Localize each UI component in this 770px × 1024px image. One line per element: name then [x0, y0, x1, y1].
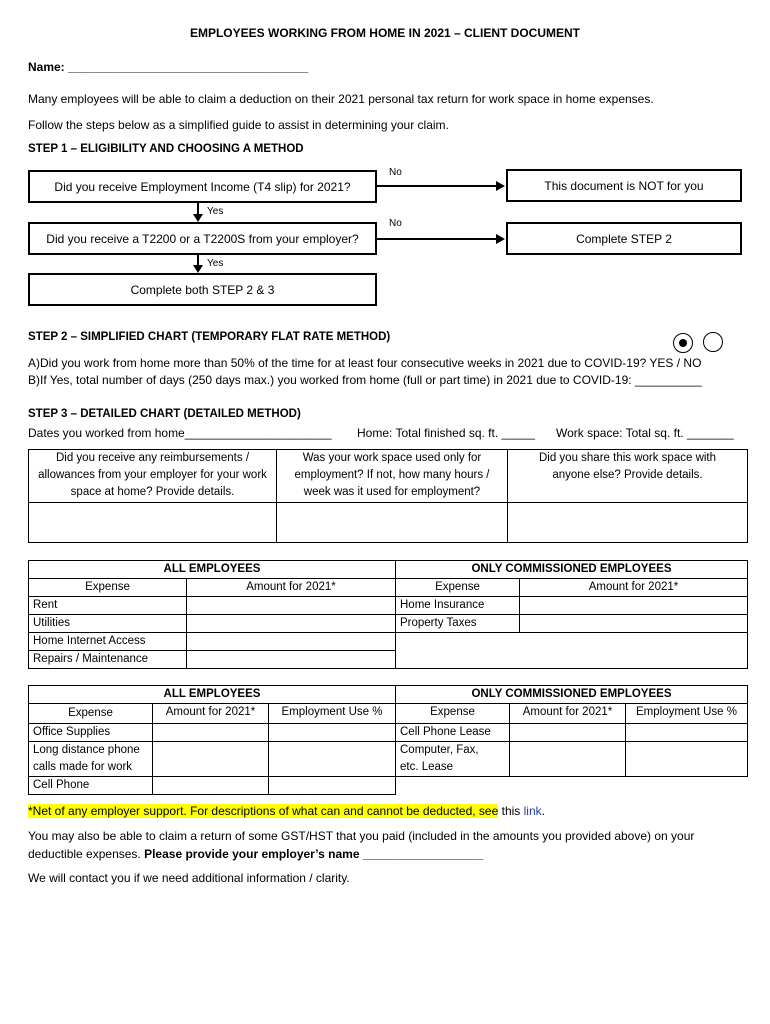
step3-heading: STEP 3 – DETAILED CHART (DETAILED METHOD) — [28, 408, 301, 420]
comm-amount-column-header: Amount for 2021* — [520, 579, 748, 597]
shared-space-question: Did you share this work space with anyone else? Provide details. — [508, 450, 748, 503]
comm-use-column-header: Employment Use % — [626, 704, 748, 724]
home-sqft-field[interactable]: Home: Total finished sq. ft. _____ — [357, 426, 535, 440]
commissioned-header: ONLY COMMISSIONED EMPLOYEES — [396, 561, 748, 579]
expense-table-1 — [28, 560, 748, 669]
expense-row-label: Rent — [29, 597, 187, 615]
comm-expense-row-label: Computer, Fax, etc. Lease — [396, 742, 510, 777]
reimbursement-question: Did you receive any reimbursements / allowances from your employer for your work space at home? Provide details. — [29, 450, 277, 503]
amount-column-header: Amount for 2021* — [187, 579, 396, 597]
result-step2-text: Complete STEP 2 — [576, 231, 672, 246]
contact-note: We will contact you if we need additional information / clarity. — [28, 871, 350, 885]
comm-amount-input-cell[interactable] — [520, 615, 748, 633]
expense-table-2 — [28, 685, 748, 795]
comm-expense-row-label: Property Taxes — [396, 615, 520, 633]
question-t2200-text: Did you receive a T2200 or a T2200S from your employer? — [46, 231, 359, 246]
arrow-head-yes-1 — [193, 214, 203, 222]
use-input-cell[interactable] — [269, 742, 396, 777]
intro-paragraph-2: Follow the steps below as a simplified guide to assist in determining your claim. — [28, 118, 449, 132]
footnote — [28, 804, 545, 818]
step2-question-b: B)If Yes, total number of days (250 days max.) you worked from home (full or part time) in 2021 due to COVID-19: __________ — [28, 373, 702, 387]
exclusive-use-answer-cell[interactable] — [277, 503, 508, 543]
amount-input-cell[interactable] — [187, 615, 396, 633]
comm-use-input-cell[interactable] — [626, 724, 748, 742]
expense-row-label: Utilities — [29, 615, 187, 633]
footnote-this: this — [498, 804, 524, 818]
expense-row-label: Home Internet Access — [29, 633, 187, 651]
document-title: EMPLOYEES WORKING FROM HOME IN 2021 – CLIENT DOCUMENT — [189, 26, 581, 40]
all-employees-header: ALL EMPLOYEES — [29, 686, 396, 704]
amount-input-cell[interactable] — [153, 724, 269, 742]
arrow-head-yes-2 — [193, 265, 203, 273]
expense-column-header: Expense — [29, 579, 187, 597]
gst-paragraph-line-1: You may also be able to claim a return of some GST/HST that you paid (included in the amounts you provided above) on your — [28, 829, 695, 843]
radio-yes-selected[interactable] — [673, 333, 693, 353]
result-step2-and-3-text: Complete both STEP 2 & 3 — [130, 282, 275, 297]
arrow-line-no-2 — [377, 238, 497, 240]
result-box-step2-and-3 — [28, 273, 377, 306]
amount-input-cell[interactable] — [187, 651, 396, 669]
comm-expense-row-label: Home Insurance — [396, 597, 520, 615]
use-input-cell[interactable] — [269, 724, 396, 742]
empty-merged-cell — [396, 777, 748, 795]
amount-input-cell[interactable] — [187, 633, 396, 651]
work-space-sqft-field[interactable]: Work space: Total sq. ft. _______ — [556, 426, 734, 440]
gst-paragraph-line-2 — [28, 847, 483, 861]
comm-amount-input-cell[interactable] — [520, 597, 748, 615]
dates-worked-field[interactable]: Dates you worked from home______________________ — [28, 426, 332, 440]
shared-space-answer-cell[interactable] — [508, 503, 748, 543]
yes-label-1: Yes — [207, 206, 224, 217]
expense-column-header: Expense — [29, 704, 153, 724]
expense-row-label: Cell Phone — [29, 777, 153, 795]
radio-no[interactable] — [703, 332, 723, 352]
expense-row-label: Office Supplies — [29, 724, 153, 742]
deduction-link[interactable]: link — [523, 804, 542, 818]
comm-expense-column-header: Expense — [396, 704, 510, 724]
intro-paragraph-1: Many employees will be able to claim a deduction on their 2021 personal tax return for work space in home expenses. — [28, 92, 654, 106]
footnote-period: . — [541, 804, 545, 818]
name-field[interactable]: Name: ____________________________________ — [28, 60, 309, 74]
result-not-for-you-text: This document is NOT for you — [544, 178, 704, 193]
footnote-highlighted-text: *Net of any employer support. For descriptions of what can and cannot be deducted, see — [28, 804, 499, 818]
empty-merged-cell — [396, 633, 748, 669]
question-box-t2200 — [28, 222, 377, 255]
radio-selected-dot — [679, 339, 687, 347]
step2-heading: STEP 2 – SIMPLIFIED CHART (TEMPORARY FLAT RATE METHOD) — [28, 331, 391, 343]
amount-input-cell[interactable] — [153, 742, 269, 777]
arrow-head-no-1 — [496, 181, 505, 191]
use-input-cell[interactable] — [269, 777, 396, 795]
gst-text: deductible expenses. — [28, 847, 145, 861]
no-label-2: No — [389, 218, 402, 229]
expense-row-label: Repairs / Maintenance — [29, 651, 187, 669]
question-t4-text: Did you receive Employment Income (T4 slip) for 2021? — [54, 179, 351, 194]
exclusive-use-question: Was your work space used only for employment? If not, how many hours / week was it used for employment? — [277, 450, 508, 503]
comm-amount-column-header: Amount for 2021* — [510, 704, 626, 724]
step1-heading: STEP 1 – ELIGIBILITY AND CHOOSING A METHOD — [28, 143, 304, 155]
employer-name-label: Please provide your employer’s name — [144, 847, 360, 861]
comm-expense-row-label: Cell Phone Lease — [396, 724, 510, 742]
use-column-header: Employment Use % — [269, 704, 396, 724]
commissioned-header: ONLY COMMISSIONED EMPLOYEES — [396, 686, 748, 704]
arrow-line-no-1 — [377, 185, 497, 187]
no-label-1: No — [389, 167, 402, 178]
result-box-not-for-you — [506, 169, 742, 202]
amount-column-header: Amount for 2021* — [153, 704, 269, 724]
amount-input-cell[interactable] — [187, 597, 396, 615]
amount-input-cell[interactable] — [153, 777, 269, 795]
all-employees-header: ALL EMPLOYEES — [29, 561, 396, 579]
comm-amount-input-cell[interactable] — [510, 742, 626, 777]
step3-question-table — [28, 449, 748, 543]
comm-use-input-cell[interactable] — [626, 742, 748, 777]
employer-name-field[interactable]: __________________ — [359, 847, 483, 861]
comm-expense-column-header: Expense — [396, 579, 520, 597]
reimbursement-answer-cell[interactable] — [29, 503, 277, 543]
comm-amount-input-cell[interactable] — [510, 724, 626, 742]
expense-row-label: Long distance phone calls made for work — [29, 742, 153, 777]
question-box-t4 — [28, 170, 377, 203]
arrow-head-no-2 — [496, 234, 505, 244]
result-box-step2 — [506, 222, 742, 255]
yes-label-2: Yes — [207, 258, 224, 269]
step2-question-a: A)Did you work from home more than 50% of the time for at least four consecutive weeks in 2021 due to COVID-19? YES / NO — [28, 356, 702, 370]
